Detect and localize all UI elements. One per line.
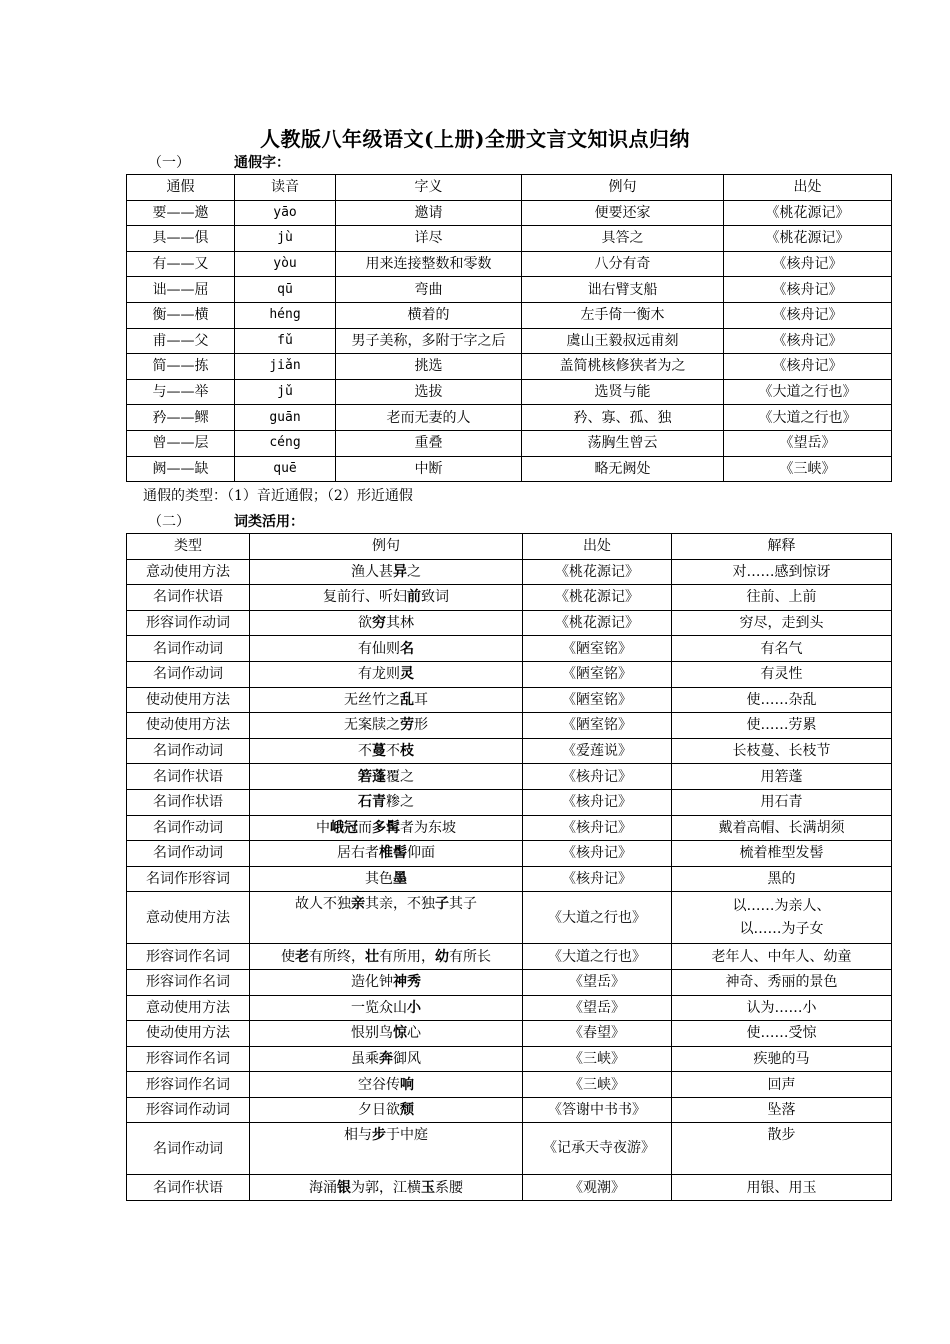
explain-cell: 神奇、秀丽的景色 (672, 969, 892, 995)
source-cell: 《三峡》 (523, 1072, 672, 1098)
source-cell: 《核舟记》 (724, 328, 892, 354)
table-row (127, 1097, 892, 1123)
meaning-cell: 选拔 (336, 379, 522, 405)
source-cell: 《爱莲说》 (523, 738, 672, 764)
source-cell: 《桃花源记》 (523, 610, 672, 636)
highlighted-word: 壮 (365, 948, 379, 965)
type-cell: 名词作动词 (127, 738, 250, 764)
example-text: 者为东坡 (400, 819, 456, 836)
source-cell: 《桃花源记》 (523, 559, 672, 585)
type-cell: 形容词作动词 (127, 610, 250, 636)
example-text: 不 (386, 743, 400, 760)
example-text: 无案牍之 (344, 717, 400, 734)
example-cell (250, 1021, 523, 1047)
example-cell: 盖简桃核修狭者为之 (522, 354, 724, 380)
example-text: 有所用， (379, 948, 435, 965)
table-row (127, 1046, 892, 1072)
source-cell: 《大道之行也》 (724, 405, 892, 431)
source-cell: 《大道之行也》 (523, 944, 672, 970)
tongjia-cell: 与——举 (127, 379, 235, 405)
explain-cell: 以……为亲人、以……为子女 (672, 892, 892, 944)
highlighted-word: 前 (407, 589, 421, 606)
example-cell: 选贤与能 (522, 379, 724, 405)
type-cell: 形容词作名词 (127, 1072, 250, 1098)
example-text: 糁之 (386, 794, 414, 811)
table-row (127, 764, 892, 790)
explain-cell: 老年人、中年人、幼童 (672, 944, 892, 970)
example-cell (250, 610, 523, 636)
highlighted-word: 奔 (379, 1050, 393, 1067)
type-cell: 名词作形容词 (127, 866, 250, 892)
source-cell: 《三峡》 (724, 456, 892, 482)
highlighted-word: 椎髻 (379, 845, 407, 862)
type-cell: 形容词作名词 (127, 944, 250, 970)
example-cell: 左手倚一衡木 (522, 302, 724, 328)
explain-cell: 戴着高帽、长满胡须 (672, 815, 892, 841)
meaning-cell: 重叠 (336, 430, 522, 456)
page-title: 人教版八年级语文(上册)全册文言文知识点归纳 (260, 127, 690, 151)
highlighted-word: 小 (407, 999, 421, 1016)
tongjia-cell: 曾——层 (127, 430, 235, 456)
example-text: 覆之 (386, 768, 414, 785)
example-cell: 矜、寡、孤、独 (522, 405, 724, 431)
source-cell: 《大道之行也》 (724, 379, 892, 405)
example-text: 故人不独 (295, 896, 351, 913)
source-cell: 《桃花源记》 (724, 226, 892, 252)
type-cell: 名词作状语 (127, 585, 250, 611)
pinyin-cell: héng (235, 302, 336, 328)
highlighted-word: 劳 (400, 717, 414, 734)
example-text: 御风 (393, 1050, 421, 1067)
source-cell: 《核舟记》 (523, 841, 672, 867)
type-cell: 使动使用方法 (127, 713, 250, 739)
example-text: 使 (281, 948, 295, 965)
pinyin-cell: jǔ (235, 379, 336, 405)
highlighted-word: 老 (295, 948, 309, 965)
example-text: 系腰 (435, 1179, 463, 1196)
tongjia-cell: 具——俱 (127, 226, 235, 252)
example-cell (250, 636, 523, 662)
example-text: 仰面 (407, 845, 435, 862)
example-text: 有仙则 (358, 640, 400, 657)
type-cell: 名词作动词 (127, 1123, 250, 1175)
example-text: 其子 (449, 896, 477, 913)
header-cell: 读音 (235, 175, 336, 201)
table-row (127, 354, 892, 380)
example-text: 有所终， (309, 948, 365, 965)
table-row (127, 405, 892, 431)
table-row (127, 944, 892, 970)
tongjia-cell: 矜——鳏 (127, 405, 235, 431)
source-cell: 《春望》 (523, 1021, 672, 1047)
table-row (127, 815, 892, 841)
highlighted-word: 银 (337, 1179, 351, 1196)
example-cell (250, 559, 523, 585)
example-cell (250, 1097, 523, 1123)
explain-cell: 回声 (672, 1072, 892, 1098)
tongjiazi-table (126, 174, 892, 482)
explain-cell: 用银、用玉 (672, 1175, 892, 1201)
example-text: 之 (407, 563, 421, 580)
example-text: 恨别鸟 (351, 1025, 393, 1042)
example-text: 无丝竹之 (344, 691, 400, 708)
tongjia-cell: 衡——横 (127, 302, 235, 328)
example-cell (250, 1123, 523, 1175)
explain-cell: 长枝蔓、长枝节 (672, 738, 892, 764)
explain-cell: 疾驰的马 (672, 1046, 892, 1072)
example-text: 夕日欲 (358, 1102, 400, 1119)
word-class-table (126, 533, 892, 1201)
highlighted-word: 幼 (435, 948, 449, 965)
example-text: 不 (358, 743, 372, 760)
table-row (127, 1072, 892, 1098)
example-text: 相与 (344, 1127, 372, 1144)
example-text: 造化钟 (351, 974, 393, 991)
pinyin-cell: guān (235, 405, 336, 431)
example-text: 欲 (358, 615, 372, 632)
highlighted-word: 玉 (421, 1179, 435, 1196)
section-label: 通假字： (234, 155, 290, 171)
example-cell (250, 661, 523, 687)
example-text: 其林 (386, 615, 414, 632)
table-row (127, 200, 892, 226)
example-text: 居右者 (337, 845, 379, 862)
type-cell: 名词作动词 (127, 841, 250, 867)
header-cell: 例句 (250, 534, 523, 560)
type-cell: 形容词作名词 (127, 969, 250, 995)
example-cell (250, 1175, 523, 1201)
highlighted-word: 名 (400, 640, 414, 657)
pinyin-cell: quē (235, 456, 336, 482)
meaning-cell: 横着的 (336, 302, 522, 328)
example-text: 虽乘 (351, 1050, 379, 1067)
example-text: 海涌 (309, 1179, 337, 1196)
table-row (127, 866, 892, 892)
section-heading-1 (144, 152, 290, 172)
table-row (127, 226, 892, 252)
type-cell: 名词作状语 (127, 764, 250, 790)
explain-cell: 有名气 (672, 636, 892, 662)
example-cell (250, 815, 523, 841)
table-row (127, 328, 892, 354)
section-number: （二） (148, 514, 190, 530)
explain-cell: 用石青 (672, 789, 892, 815)
header-cell: 出处 (724, 175, 892, 201)
example-cell: 具答之 (522, 226, 724, 252)
table-row (127, 251, 892, 277)
example-cell (250, 764, 523, 790)
example-text: 心 (407, 1025, 421, 1042)
explain-cell: 有灵性 (672, 661, 892, 687)
example-text: 空谷传 (358, 1076, 400, 1093)
example-cell (250, 713, 523, 739)
meaning-cell: 邀请 (336, 200, 522, 226)
example-cell: 略无阙处 (522, 456, 724, 482)
example-text: 有所长 (449, 948, 491, 965)
source-cell: 《三峡》 (523, 1046, 672, 1072)
explain-cell: 用箬蓬 (672, 764, 892, 790)
explain-cell: 往前、上前 (672, 585, 892, 611)
table-row (127, 841, 892, 867)
highlighted-word: 枝 (400, 743, 414, 760)
section-heading-2 (144, 511, 304, 531)
example-text: 形 (414, 717, 428, 734)
explain-cell: 使……劳累 (672, 713, 892, 739)
source-cell: 《望岳》 (523, 969, 672, 995)
table-header-row (127, 534, 892, 560)
highlighted-word: 多髯 (372, 819, 400, 836)
header-cell: 类型 (127, 534, 250, 560)
highlighted-word: 墨 (393, 871, 407, 888)
header-cell: 通假 (127, 175, 235, 201)
source-cell: 《陋室铭》 (523, 687, 672, 713)
table-row (127, 789, 892, 815)
source-cell: 《陋室铭》 (523, 661, 672, 687)
tongjia-cell: 简——拣 (127, 354, 235, 380)
header-cell: 例句 (522, 175, 724, 201)
example-text: 耳 (414, 691, 428, 708)
source-cell: 《记承天寺夜游》 (523, 1123, 672, 1175)
type-cell: 形容词作名词 (127, 1046, 250, 1072)
table-header-row (127, 175, 892, 201)
source-cell: 《核舟记》 (724, 251, 892, 277)
source-cell: 《观潮》 (523, 1175, 672, 1201)
tongjia-cell: 甫——父 (127, 328, 235, 354)
type-cell: 意动使用方法 (127, 559, 250, 585)
example-text: 渔人甚 (351, 563, 393, 580)
example-text: 为郭，江横 (351, 1179, 421, 1196)
explain-cell: 使……受惊 (672, 1021, 892, 1047)
meaning-cell: 男子美称，多附于字之后 (336, 328, 522, 354)
highlighted-word: 穷 (372, 615, 386, 632)
example-cell (250, 866, 523, 892)
example-cell (250, 841, 523, 867)
source-cell: 《核舟记》 (523, 866, 672, 892)
highlighted-word: 颓 (400, 1102, 414, 1119)
table-row (127, 995, 892, 1021)
example-cell: 诎右臂支船 (522, 277, 724, 303)
type-cell: 形容词作动词 (127, 1097, 250, 1123)
tongjia-cell: 有——又 (127, 251, 235, 277)
table-row (127, 430, 892, 456)
example-text: 其亲，不独 (365, 896, 435, 913)
meaning-cell: 挑选 (336, 354, 522, 380)
source-cell: 《答谢中书书》 (523, 1097, 672, 1123)
example-cell (250, 892, 523, 944)
source-cell: 《核舟记》 (523, 764, 672, 790)
pinyin-cell: céng (235, 430, 336, 456)
explain-cell: 认为……小 (672, 995, 892, 1021)
header-cell: 出处 (523, 534, 672, 560)
source-cell: 《核舟记》 (724, 277, 892, 303)
table-row (127, 456, 892, 482)
table-row (127, 559, 892, 585)
tongjia-cell: 诎——屈 (127, 277, 235, 303)
example-cell (250, 1072, 523, 1098)
table-row (127, 1175, 892, 1201)
table-row (127, 277, 892, 303)
highlighted-word: 石青 (358, 794, 386, 811)
type-cell: 名词作状语 (127, 1175, 250, 1201)
example-cell: 荡胸生曾云 (522, 430, 724, 456)
meaning-cell: 详尽 (336, 226, 522, 252)
example-text: 复前行、听妇 (323, 589, 407, 606)
tongjia-cell: 阙——缺 (127, 456, 235, 482)
pinyin-cell: jiǎn (235, 354, 336, 380)
highlighted-word: 灵 (400, 666, 414, 683)
source-cell: 《核舟记》 (523, 815, 672, 841)
explain-cell: 坠落 (672, 1097, 892, 1123)
source-cell: 《望岳》 (523, 995, 672, 1021)
table-row (127, 302, 892, 328)
tongjia-types-note: 通假的类型：（1）音近通假；（2）形近通假 (143, 488, 413, 504)
example-cell (250, 995, 523, 1021)
source-cell: 《陋室铭》 (523, 636, 672, 662)
type-cell: 名词作动词 (127, 636, 250, 662)
example-text: 一览众山 (351, 999, 407, 1016)
example-cell (250, 585, 523, 611)
highlighted-word: 步 (372, 1127, 386, 1144)
example-text: 其色 (365, 871, 393, 888)
highlighted-word: 异 (393, 563, 407, 580)
type-cell: 名词作状语 (127, 789, 250, 815)
example-cell: 八分有奇 (522, 251, 724, 277)
type-cell: 意动使用方法 (127, 995, 250, 1021)
explain-cell: 散步 (672, 1123, 892, 1175)
meaning-cell: 弯曲 (336, 277, 522, 303)
example-cell: 便要还家 (522, 200, 724, 226)
table-row (127, 585, 892, 611)
source-cell: 《陋室铭》 (523, 713, 672, 739)
pinyin-cell: qū (235, 277, 336, 303)
tongjia-cell: 要——邀 (127, 200, 235, 226)
source-cell: 《望岳》 (724, 430, 892, 456)
meaning-cell: 用来连接整数和零数 (336, 251, 522, 277)
source-cell: 《核舟记》 (724, 354, 892, 380)
example-cell (250, 687, 523, 713)
explain-cell: 黑的 (672, 866, 892, 892)
section-label: 词类活用： (234, 514, 304, 530)
example-cell (250, 738, 523, 764)
explain-cell: 对……感到惊讶 (672, 559, 892, 585)
table-row (127, 379, 892, 405)
highlighted-word: 蔓 (372, 743, 386, 760)
table-row (127, 1123, 892, 1175)
table-row (127, 738, 892, 764)
highlighted-word: 亲 (351, 896, 365, 913)
type-cell: 使动使用方法 (127, 1021, 250, 1047)
source-cell: 《核舟记》 (523, 789, 672, 815)
example-cell: 虞山王毅叔远甫刻 (522, 328, 724, 354)
type-cell: 使动使用方法 (127, 687, 250, 713)
highlighted-word: 箬蓬 (358, 768, 386, 785)
example-text: 中 (316, 819, 330, 836)
explain-cell: 穷尽，走到头 (672, 610, 892, 636)
example-text: 有龙则 (358, 666, 400, 683)
source-cell: 《大道之行也》 (523, 892, 672, 944)
source-cell: 《核舟记》 (724, 302, 892, 328)
example-cell (250, 1046, 523, 1072)
source-cell: 《桃花源记》 (523, 585, 672, 611)
table-row (127, 661, 892, 687)
example-text: 而 (358, 819, 372, 836)
table-row (127, 713, 892, 739)
example-cell (250, 969, 523, 995)
example-text: 于中庭 (386, 1127, 428, 1144)
explain-cell: 梳着椎型发髻 (672, 841, 892, 867)
pinyin-cell: fǔ (235, 328, 336, 354)
example-cell (250, 944, 523, 970)
highlighted-word: 峨冠 (330, 819, 358, 836)
highlighted-word: 惊 (393, 1025, 407, 1042)
highlighted-word: 乱 (400, 691, 414, 708)
header-cell: 解释 (672, 534, 892, 560)
table-row (127, 969, 892, 995)
example-cell (250, 789, 523, 815)
explain-cell: 使……杂乱 (672, 687, 892, 713)
pinyin-cell: yāo (235, 200, 336, 226)
pinyin-cell: jù (235, 226, 336, 252)
meaning-cell: 老而无妻的人 (336, 405, 522, 431)
highlighted-word: 神秀 (393, 974, 421, 991)
table-row (127, 892, 892, 944)
type-cell: 意动使用方法 (127, 892, 250, 944)
meaning-cell: 中断 (336, 456, 522, 482)
type-cell: 名词作动词 (127, 661, 250, 687)
highlighted-word: 子 (435, 896, 449, 913)
table-row (127, 610, 892, 636)
table-row (127, 636, 892, 662)
type-cell: 名词作动词 (127, 815, 250, 841)
header-cell: 字义 (336, 175, 522, 201)
example-text: 致词 (421, 589, 449, 606)
source-cell: 《桃花源记》 (724, 200, 892, 226)
table-row (127, 687, 892, 713)
highlighted-word: 响 (400, 1076, 414, 1093)
table-row (127, 1021, 892, 1047)
pinyin-cell: yòu (235, 251, 336, 277)
section-number: （一） (148, 155, 190, 171)
